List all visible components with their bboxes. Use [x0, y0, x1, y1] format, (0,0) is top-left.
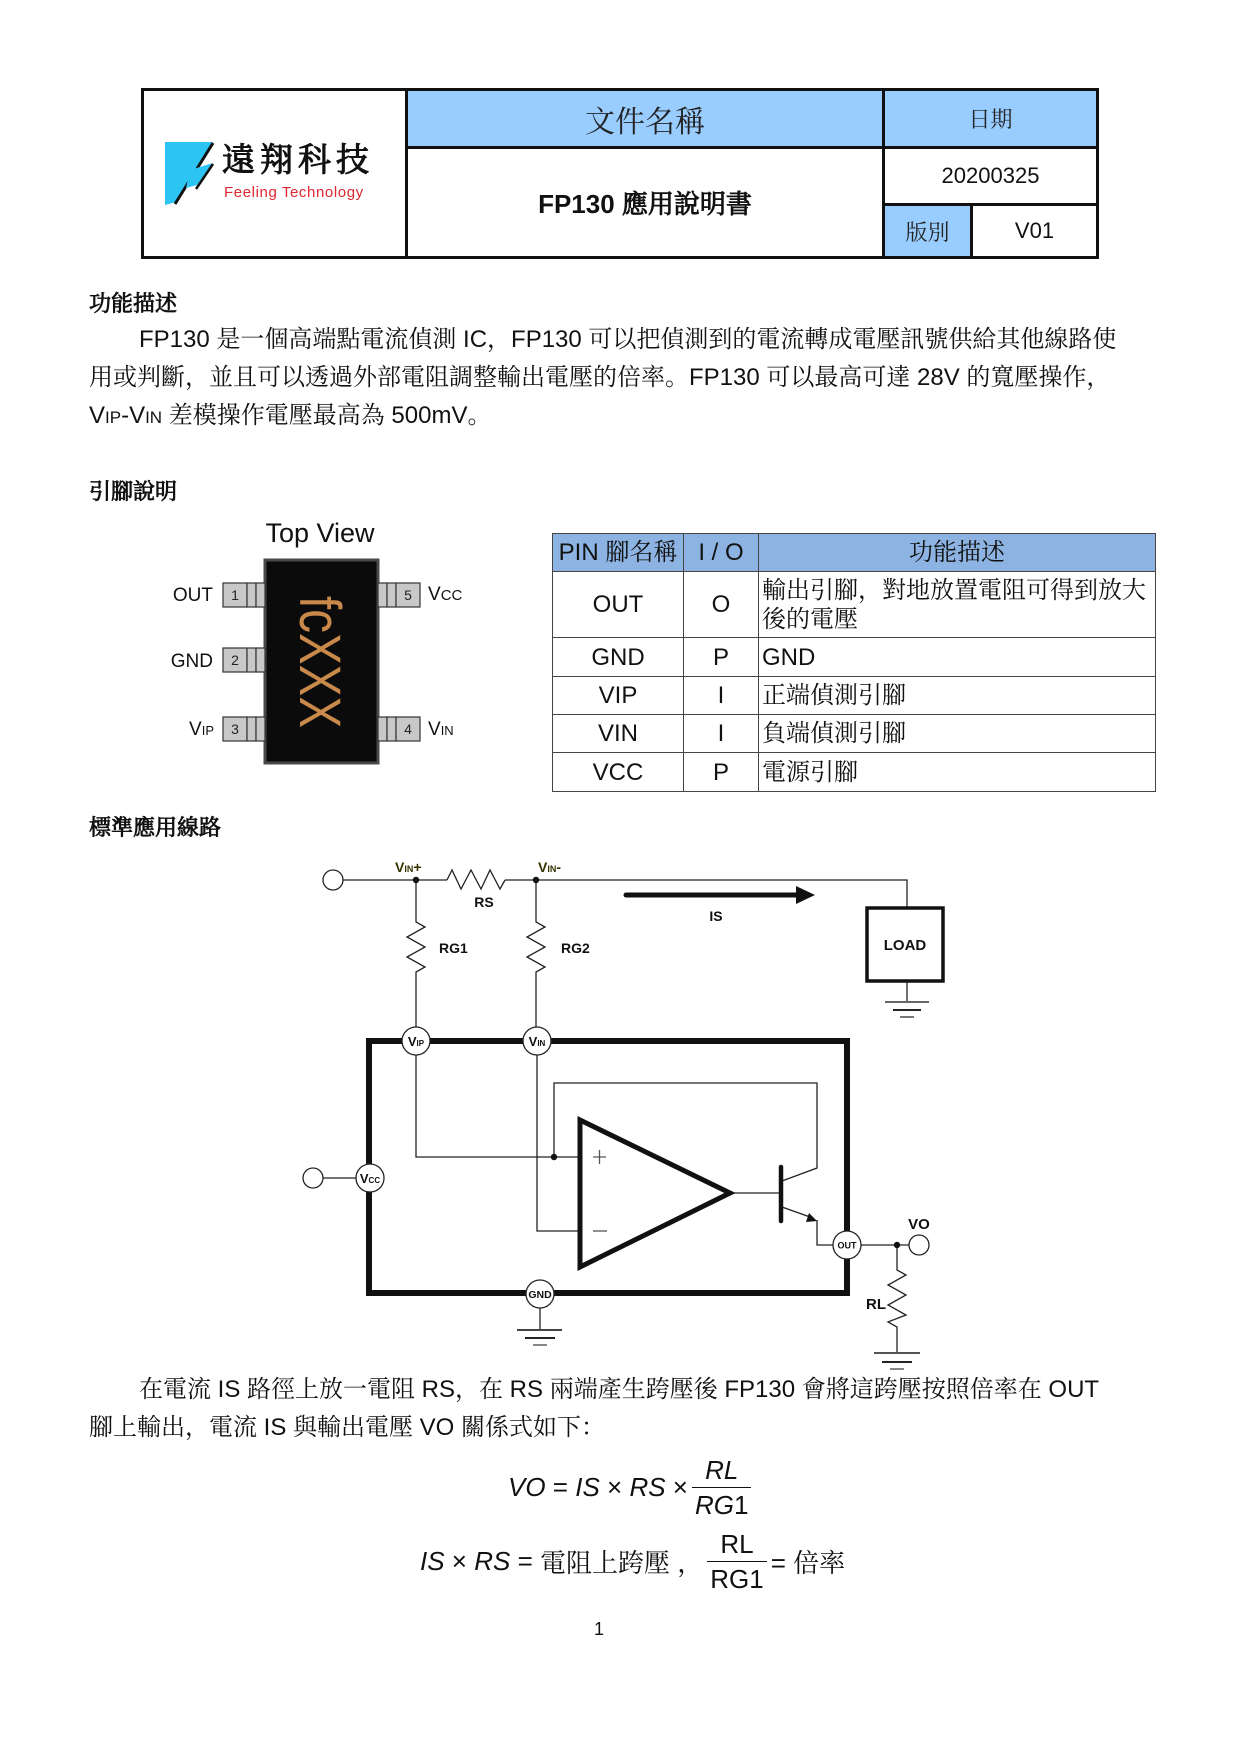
node-vin-v: V — [528, 1034, 538, 1049]
vin-minus-sub: IN — [547, 864, 557, 874]
header-io: I / O — [684, 534, 759, 572]
f2-numerator: RL — [720, 1528, 754, 1559]
pin-3-number: 3 — [231, 721, 239, 737]
load-ground-icon — [885, 1002, 929, 1017]
f1-vo: VO — [508, 1471, 546, 1502]
rl-ground-icon — [874, 1353, 920, 1369]
header-pin-name: PIN 腳名稱 — [553, 534, 684, 572]
f2-text: 電阻上跨壓 ， — [539, 1547, 704, 1578]
rs-resistor-icon — [447, 870, 505, 889]
vin-minus-v: V — [538, 859, 548, 875]
node-vcc-v: V — [359, 1171, 369, 1186]
io-cell: O — [684, 572, 759, 638]
pin-name-cell: VCC — [553, 753, 684, 792]
table-row — [553, 638, 1156, 677]
function-line-1: FP130 是一個高端點電流偵測 IC，FP130 可以把偵測到的電流轉成電壓訊號供給其他線路使 — [139, 326, 1117, 353]
pin-3 — [223, 717, 265, 741]
node-vcc-sub: CC — [368, 1176, 381, 1185]
f1-times-2: × — [665, 1471, 688, 1502]
f1-rs: RS — [629, 1471, 666, 1502]
f1-eq: = — [545, 1471, 576, 1502]
rl-label: RL — [866, 1296, 886, 1313]
pin-1 — [223, 583, 265, 607]
function-heading: 功能描述 — [89, 291, 178, 316]
io-cell: P — [684, 638, 759, 677]
pin-5-label — [428, 584, 463, 605]
explanation-line-1: 在電流 IS 路徑上放一電阻 RS，在 RS 兩端產生跨壓後 FP130 會將這跨壓按照倍率在 OUT — [139, 1376, 1100, 1403]
pin-4-label-v: V — [428, 719, 441, 740]
doc-name-label-cell — [405, 88, 885, 149]
version-label-cell — [882, 203, 973, 259]
doc-name: FP130 應用說明書 — [538, 189, 752, 219]
pin-name-cell: OUT — [553, 572, 684, 638]
formula-gain — [420, 1521, 845, 1601]
f2-is: IS — [420, 1545, 445, 1576]
date-cell — [882, 146, 1099, 206]
chip-marking-group — [287, 596, 352, 758]
pin-name-cell: VIP — [553, 677, 684, 715]
pin-4-label-sub: IN — [440, 723, 454, 738]
chip-marking: fcXXX — [287, 596, 352, 758]
pin-3-label-sub: IP — [201, 723, 214, 738]
vin-plus-v: V — [395, 859, 405, 875]
vip-v: V — [89, 402, 106, 429]
junction-dot — [551, 1154, 557, 1160]
f1-is: IS — [575, 1471, 600, 1502]
function-line-3-rest: 差模操作電壓最高為 500mV。 — [162, 402, 492, 429]
f2-fraction — [707, 1527, 766, 1596]
pin-2-number: 2 — [231, 652, 239, 668]
f2-times: × — [444, 1545, 475, 1576]
vin-v: -V — [121, 402, 146, 429]
logo-english-name: Feeling Technology — [224, 184, 364, 201]
top-view-title: Top View — [265, 518, 375, 548]
emitter-arrow-icon — [806, 1213, 817, 1222]
pin-1-number: 1 — [231, 587, 239, 603]
vin-minus-label — [538, 859, 561, 875]
date-value: 20200325 — [941, 163, 1040, 188]
f1-numerator: RL — [705, 1454, 739, 1485]
f1-fraction — [692, 1453, 751, 1522]
table-row — [553, 753, 1156, 792]
pin-5 — [378, 583, 420, 607]
pin-name-cell: GND — [553, 638, 684, 677]
load-label: LOAD — [883, 937, 927, 954]
pin-1-label: OUT — [172, 585, 213, 606]
version-label: 版別 — [905, 219, 950, 245]
junction-dot — [413, 877, 419, 883]
desc-cell: GND — [759, 638, 1156, 677]
emitter-wire — [782, 1207, 833, 1245]
version-value: V01 — [1014, 218, 1055, 243]
logo-chinese-name: 遠翔科技 — [222, 140, 374, 179]
node-out-label: OUT — [837, 1240, 857, 1251]
pin-name-cell: VIN — [553, 715, 684, 753]
formula-vo — [508, 1447, 755, 1527]
table-row — [553, 715, 1156, 753]
pin-4-label — [428, 719, 454, 740]
desc-cell: 電源引腳 — [759, 753, 1156, 792]
io-cell: P — [684, 753, 759, 792]
desc-line: 後的電壓 — [762, 605, 858, 633]
header-function: 功能描述 — [759, 534, 1156, 572]
node-vip-sub: IP — [416, 1039, 425, 1048]
function-line-3 — [89, 397, 491, 437]
vo-terminal-icon — [909, 1235, 929, 1255]
desc-cell: 正端偵測引腳 — [759, 677, 1156, 715]
application-circuit — [260, 845, 970, 1380]
table-row — [553, 572, 1156, 638]
pin-5-label-sub: CC — [440, 587, 463, 604]
function-line-2: 用或判斷，並且可以透過外部電阻調整輸出電壓的倍率。FP130 可以最高可達 28V 的寬壓操作， — [89, 364, 1111, 391]
op-amp-icon — [580, 1120, 730, 1267]
f1-den-digit: 1 — [733, 1489, 749, 1520]
rg1-resistor-icon — [407, 880, 425, 1027]
pin-table-header-row — [553, 534, 1156, 572]
vin-minus-suffix: - — [556, 859, 562, 875]
f2-denominator: RG1 — [707, 1561, 766, 1596]
company-logo-icon — [160, 138, 222, 210]
f2-eq: = — [510, 1545, 540, 1576]
date-label: 日期 — [968, 107, 1013, 132]
vip-internal-wire — [416, 1055, 580, 1157]
junction-dot — [533, 877, 539, 883]
page-number: 1 — [593, 1619, 604, 1639]
pin-table — [552, 533, 1156, 792]
vo-label: VO — [908, 1216, 930, 1233]
pin-3-label-v: V — [189, 719, 202, 740]
node-vin-sub: IN — [537, 1039, 546, 1048]
pin-5-label-v: V — [428, 584, 441, 605]
rg1-label: RG1 — [439, 940, 468, 956]
rg2-label: RG2 — [561, 940, 590, 956]
f1-times-1: × — [599, 1471, 630, 1502]
io-cell: I — [684, 715, 759, 753]
version-cell — [970, 203, 1099, 259]
rl-resistor-icon — [888, 1245, 906, 1353]
f2-rs: RS — [474, 1545, 511, 1576]
current-arrow-head — [796, 886, 815, 904]
junction-dot — [894, 1242, 900, 1248]
input-terminal-icon — [323, 870, 343, 890]
vin-sub: IN — [145, 408, 163, 427]
pin-heading: 引腳說明 — [89, 479, 178, 504]
pin-2 — [223, 648, 265, 672]
pin-4 — [378, 717, 420, 741]
explanation-line-2: 腳上輸出，電流 IS 與輸出電壓 VO 關係式如下： — [89, 1414, 606, 1441]
pin-diagram — [150, 505, 480, 770]
ic-ground-icon — [517, 1330, 562, 1345]
desc-cell — [759, 572, 1156, 638]
node-vip-v: V — [407, 1034, 417, 1049]
doc-name-label: 文件名稱 — [585, 105, 705, 139]
pin-4-number: 4 — [404, 721, 412, 737]
vcc-terminal-icon — [303, 1168, 323, 1188]
vin-internal-wire — [537, 1055, 580, 1231]
pin-2-label: GND — [170, 651, 213, 672]
table-row — [553, 677, 1156, 715]
vin-plus-suffix: + — [413, 859, 422, 875]
desc-cell: 負端偵測引腳 — [759, 715, 1156, 753]
is-label: IS — [709, 908, 723, 924]
f1-den-letters: RG — [694, 1489, 734, 1520]
rg2-resistor-icon — [527, 880, 545, 1027]
circuit-heading: 標準應用線路 — [89, 815, 222, 840]
vip-sub: IP — [105, 408, 122, 427]
io-cell: I — [684, 677, 759, 715]
f2-result: = 倍率 — [770, 1547, 846, 1578]
node-gnd-label: GND — [528, 1289, 552, 1301]
desc-line: 輸出引腳，對地放置電阻可得到放大 — [762, 576, 1146, 604]
vin-plus-sub: IN — [404, 864, 414, 874]
doc-name-cell — [405, 146, 885, 259]
vin-plus-label — [395, 859, 422, 875]
rs-label: RS — [474, 894, 494, 910]
pin-3-label — [189, 719, 214, 740]
pin-5-number: 5 — [404, 587, 412, 603]
date-label-cell — [882, 88, 1099, 149]
f1-denominator — [692, 1487, 751, 1522]
